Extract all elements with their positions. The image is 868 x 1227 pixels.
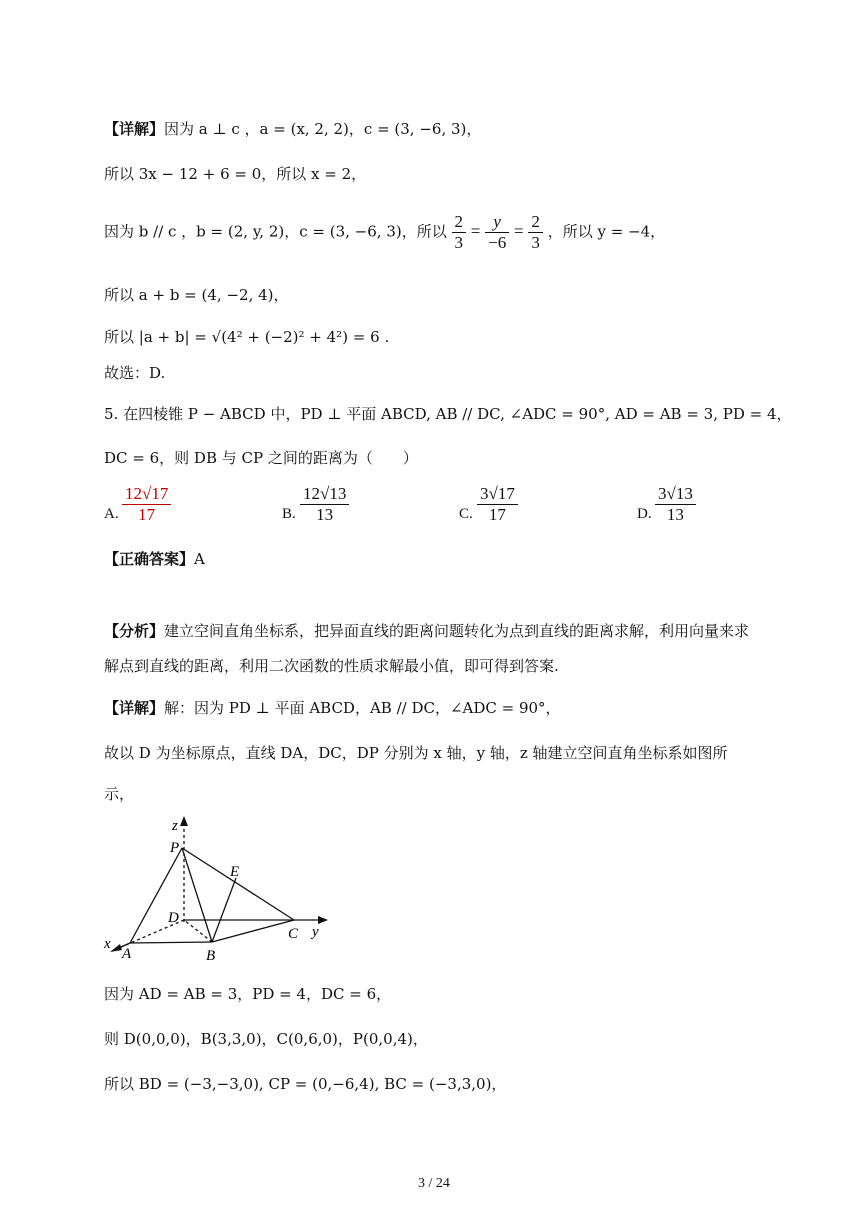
label-B: B <box>206 948 216 964</box>
label-D: D <box>168 910 179 926</box>
page-number: 3 / 24 <box>418 1176 450 1191</box>
option-b-fraction: $\frac{12√13}{13}$ <box>300 484 349 525</box>
detail2-label: 【详解】 <box>104 699 165 717</box>
detail2-line1-text: 解：因为 PD ⊥ 平面 ABCD，AB // DC，∠ADC = 90°， <box>164 699 561 717</box>
fraction-1: $\frac{2}{3}$ <box>452 212 467 253</box>
detail2-line6: 所以 BD = (−3,−3,0), CP = (0,−6,4), BC = (−3,3,0)， <box>104 1075 507 1093</box>
analysis-line1 <box>104 620 749 642</box>
answer-label: 【正确答案】 <box>104 550 195 568</box>
detail1-line1-text: 因为 a ⊥ c ，a = (x, 2, 2)，c = (3, −6, 3)， <box>164 120 482 138</box>
analysis-label: 【分析】 <box>104 622 165 640</box>
label-P: P <box>170 840 180 856</box>
question-line1: 5. 在四棱锥 P − ABCD 中，PD ⊥ 平面 ABCD, AB // DC, ∠ADC = 90°, AD = AB = 3, PD = 4， <box>104 405 792 423</box>
detail1-line3-pre: 因为 b // c ，b = (2, y, 2)，c = (3, −6, 3)，所以 <box>104 222 447 241</box>
option-a-fraction: $\frac{12√17}{17}$ <box>122 484 171 525</box>
detail1-line1 <box>104 118 481 140</box>
detail1-line2: 所以 3x − 12 + 6 = 0，所以 x = 2， <box>104 165 367 183</box>
detail2-line2: 故以 D 为坐标原点，直线 DA，DC，DP 分别为 x 轴，y 轴，z 轴建立空间直角坐标系如图所 <box>104 744 728 762</box>
detail2-line1 <box>104 697 561 719</box>
detail1-conclusion: 故选：D. <box>104 364 166 382</box>
option-d-label: D. <box>637 506 652 522</box>
analysis-line2: 解点到直线的距离，利用二次函数的性质求解最小值，即可得到答案. <box>104 657 559 675</box>
pyramid-figure <box>100 812 340 972</box>
correct-answer <box>104 548 205 570</box>
detail2-line4: 因为 AD = AB = 3，PD = 4，DC = 6， <box>104 985 392 1003</box>
label-E: E <box>230 864 240 880</box>
option-b <box>282 484 402 534</box>
option-a <box>104 484 224 534</box>
label-A: A <box>122 946 132 962</box>
question-line2: DC = 6，则 DB 与 CP 之间的距离为（ ） <box>104 449 418 467</box>
option-d-fraction: $\frac{3√13}{13}$ <box>655 484 696 525</box>
option-a-label: A. <box>104 506 119 522</box>
analysis-line1-text: 建立空间直角坐标系，把异面直线的距离问题转化为点到直线的距离求解，利用向量来求 <box>164 622 750 640</box>
fraction-3: $\frac{2}{3}$ <box>528 212 543 253</box>
detail1-line4: 所以 a + b = (4, −2, 4)， <box>104 286 289 304</box>
option-c-fraction: $\frac{3√17}{17}$ <box>477 484 518 525</box>
detail1-line5: 所以 |a + b| = √(4² + (−2)² + 4²) = 6 . <box>104 328 390 346</box>
option-c-label: C. <box>459 506 473 522</box>
label-z: z <box>172 818 178 834</box>
detail2-line5: 则 D(0,0,0)，B(3,3,0)，C(0,6,0)，P(0,0,4)， <box>104 1030 428 1048</box>
detail2-line3: 示， <box>104 785 135 803</box>
option-b-label: B. <box>282 506 296 522</box>
option-d <box>637 484 757 534</box>
detail1-line3: 因为 b // c ，b = (2, y, 2)，c = (3, −6, 3)，所以 $\frac{2}{3}$ = $\frac{y}{-6}$ = $\frac{2}{3}$ ，所以 y = −4， <box>104 212 666 252</box>
detail-label: 【详解】 <box>104 120 165 138</box>
label-C: C <box>288 926 299 942</box>
fraction-2: $\frac{y}{-6}$ <box>485 212 509 253</box>
answer-value: A <box>194 550 205 568</box>
detail1-line3-post: ，所以 y = −4， <box>547 222 666 241</box>
option-c <box>459 484 579 534</box>
label-y: y <box>312 924 319 940</box>
label-x: x <box>104 936 111 952</box>
